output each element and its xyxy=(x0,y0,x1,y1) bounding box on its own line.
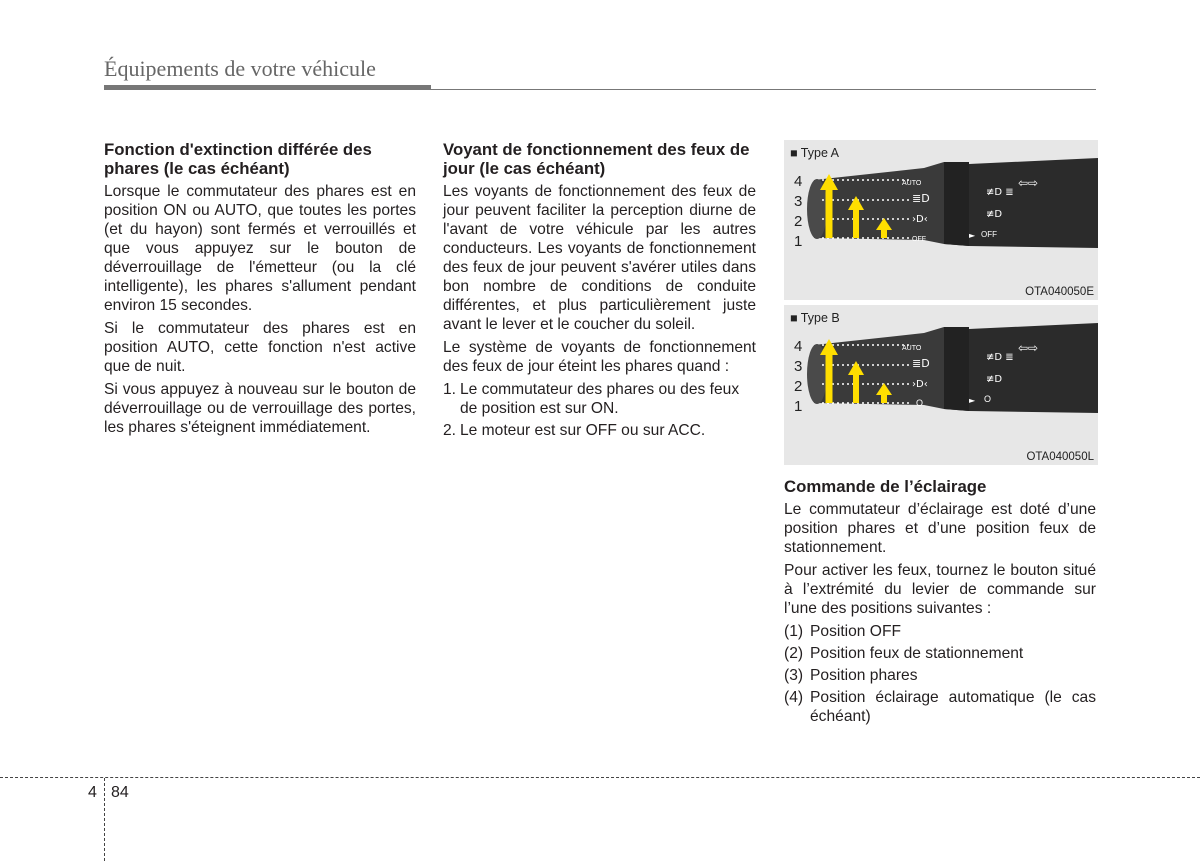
footer-rule xyxy=(0,777,1200,778)
page-header-title: Équipements de votre véhicule xyxy=(104,56,376,81)
fog-light-rear-icon: ≢D xyxy=(986,374,1003,385)
list-item xyxy=(784,622,1096,641)
paragraph: Pour activer les feux, tournez le bouton situé à l’extrémité du levier de commande sur l’une des positions suivantes : xyxy=(784,562,1096,617)
paragraph: Les voyants de fonctionnement des feux de jour peuvent faciliter la perception diurne de l'avant de votre véhicule par les autres conducteurs. Les voyants de fonctionnement des feux de jour peuvent s'avérer utiles dans bon nombre de conditions de conduite différentes, et plus particulièrement juste avant le lever et le coucher du soleil. xyxy=(443,183,756,333)
ring-label-auto: AUTO xyxy=(902,180,922,187)
list-number: (3) xyxy=(784,667,804,684)
position-label: 2 xyxy=(794,213,803,230)
column-delayed-headlights xyxy=(104,140,416,441)
position-label: 3 xyxy=(794,193,803,210)
light-switch-stalk-illustration xyxy=(784,140,1098,300)
position-label: 4 xyxy=(794,173,803,190)
list-text: Position éclairage automatique (le cas échéant) xyxy=(810,689,1096,725)
footer-divider xyxy=(104,778,105,861)
column-daytime-running-lights xyxy=(443,140,756,443)
figure-light-switch-type-a xyxy=(784,140,1098,300)
position-label: 2 xyxy=(794,378,803,395)
paragraph: Le commutateur d’éclairage est doté d’une position phares et d’une position feux de stationnement. xyxy=(784,501,1096,556)
position-label: 1 xyxy=(794,233,803,250)
list-text: Position OFF xyxy=(810,623,901,640)
list-item xyxy=(784,644,1096,663)
list-text: Position feux de stationnement xyxy=(810,645,1024,662)
paragraph: Le système de voyants de fonctionnement des feux de jour éteint les phares quand : xyxy=(443,339,756,375)
list-number: 1. xyxy=(443,381,457,398)
fog-light-icon: ≢D ≣ xyxy=(986,352,1014,363)
direction-marker-icon: ► xyxy=(969,396,976,405)
figure-light-switch-type-b xyxy=(784,305,1098,465)
ring-label-off: OFF xyxy=(912,236,926,243)
section-heading: Commande de l’éclairage xyxy=(784,477,987,496)
turn-arrows-icon: ⇦⇨ xyxy=(1018,176,1039,190)
list-item xyxy=(443,380,756,418)
paragraph: Si le commutateur des phares est en position AUTO, cette fonction n'est active que de nuit. xyxy=(104,320,416,375)
stalk-end-label: O xyxy=(984,394,992,404)
list-number: 2. xyxy=(443,422,457,439)
position-label: 1 xyxy=(794,398,803,415)
figure-code: OTA040050E xyxy=(1025,286,1094,298)
chapter-number: 4 xyxy=(88,784,97,801)
direction-marker-icon: ► xyxy=(969,231,976,240)
list-text: Le commutateur des phares ou des feux de position est sur ON. xyxy=(460,381,740,417)
fog-light-icon: ≢D ≣ xyxy=(986,187,1014,198)
figure-code: OTA040050L xyxy=(1026,451,1094,463)
list-number: (2) xyxy=(784,645,804,662)
parking-light-icon: ›D‹ xyxy=(912,214,928,225)
list-text: Position phares xyxy=(810,667,918,684)
position-label: 3 xyxy=(794,358,803,375)
ring-label-auto: AUTO xyxy=(902,345,922,352)
fog-light-rear-icon: ≢D xyxy=(986,209,1003,220)
headlamp-icon: ≣D xyxy=(912,192,930,205)
section-heading: Voyant de fonctionnement des feux de jour (le cas échéant) xyxy=(443,140,750,178)
list-number: (1) xyxy=(784,623,804,640)
column-lighting-control xyxy=(784,477,1096,729)
list-item xyxy=(443,421,756,440)
list-number: (4) xyxy=(784,689,804,706)
page-number: 84 xyxy=(111,784,129,801)
list-text: Le moteur est sur OFF ou sur ACC. xyxy=(460,422,706,439)
light-switch-stalk-illustration xyxy=(784,305,1098,465)
position-label: 4 xyxy=(794,338,803,355)
figure-label: ■ Type B xyxy=(790,311,840,325)
section-heading: Fonction d'extinction différée des phares (le cas échéant) xyxy=(104,140,372,178)
header-rule-thin xyxy=(431,89,1096,90)
stalk-end-label: OFF xyxy=(981,230,997,239)
headlamp-icon: ≣D xyxy=(912,357,930,370)
ring-label-off: O xyxy=(916,398,924,408)
figure-label: ■ Type A xyxy=(790,146,840,160)
parking-light-icon: ›D‹ xyxy=(912,379,928,390)
paragraph: Lorsque le commutateur des phares est en position ON ou AUTO, que toutes les portes (et du hayon) sont fermés et verrouillés et que vous appuyez sur le bouton de déverrouillage de l'émetteur (ou la clé intelligente), les phares s'allument pendant environ 15 secondes. xyxy=(104,183,416,314)
header-rule xyxy=(104,85,431,90)
turn-arrows-icon: ⇦⇨ xyxy=(1018,341,1039,355)
list-item xyxy=(784,666,1096,685)
list-item xyxy=(784,688,1096,726)
paragraph: Si vous appuyez à nouveau sur le bouton de déverrouillage ou de verrouillage des portes, les phares s'éteignent immédiatement. xyxy=(104,381,416,436)
